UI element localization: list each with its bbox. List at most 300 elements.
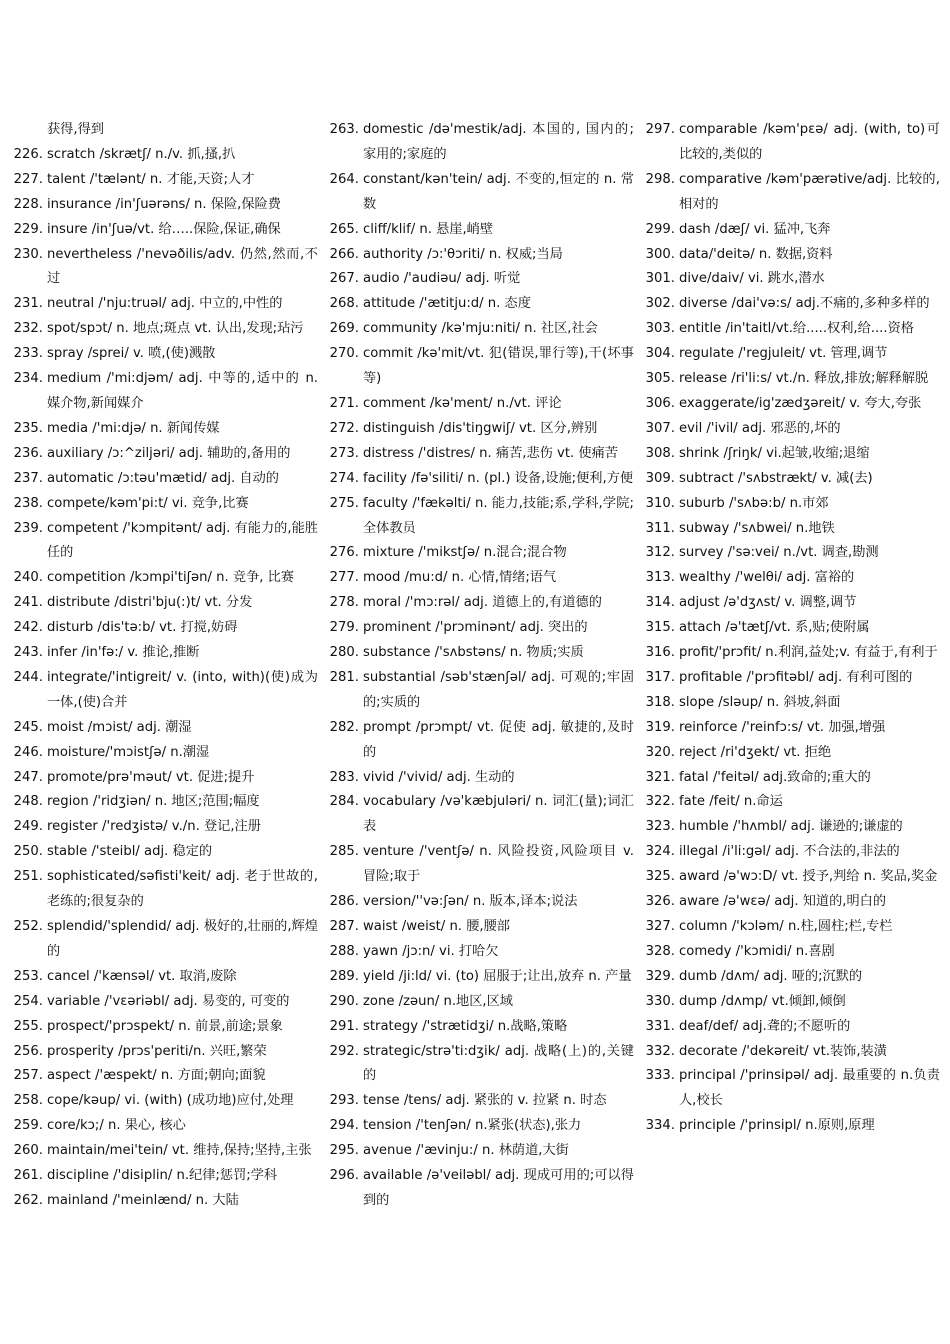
vocab-entry <box>644 1114 940 1139</box>
entry-number: 325. <box>645 869 675 885</box>
entry-text: evil /'ivil/ adj. 邪恶的,坏的 <box>679 420 841 436</box>
vocab-entry <box>12 243 318 293</box>
entry-text: dash /dæʃ/ vi. 猛冲,飞奔 <box>679 221 831 237</box>
entry-number: 275. <box>329 495 359 511</box>
entry-number: 316. <box>645 645 675 661</box>
entry-number: 260. <box>13 1143 43 1159</box>
entry-number: 272. <box>329 420 359 436</box>
entry-text: strategic/strə'ti:dʒik/ adj. 战略(上)的,关键的 <box>363 1043 634 1084</box>
vocab-entry <box>12 1089 318 1114</box>
entry-number: 238. <box>13 495 43 511</box>
entry-text: mixture /'mikstʃə/ n.混合;混合物 <box>363 545 567 561</box>
vocab-entry <box>12 1164 318 1189</box>
entry-text: splendid/'splendid/ adj. 极好的,壮丽的,辉煌的 <box>47 919 318 959</box>
entry-number: 279. <box>329 620 359 636</box>
entry-text: cope/kəup/ vi. (with) (成功地)应付,处理 <box>47 1093 294 1109</box>
vocab-entry <box>328 591 634 616</box>
entry-number: 269. <box>329 321 359 337</box>
entry-text: spray /sprei/ v. 喷,(使)溅散 <box>47 346 216 362</box>
entry-number: 299. <box>645 221 675 237</box>
vocab-entry <box>644 417 940 442</box>
entry-text: community /kə'mju:niti/ n. 社区,社会 <box>363 321 598 337</box>
entry-text: media /'mi:djə/ n. 新闻传媒 <box>47 420 220 436</box>
vocab-entry <box>328 566 634 591</box>
entry-number: 289. <box>329 968 359 984</box>
entry-number: 236. <box>13 445 43 461</box>
entry-text: distinguish /dis'tiŋgwiʃ/ vt. 区分,辨别 <box>363 420 598 436</box>
entry-number: 306. <box>645 395 675 411</box>
entry-number: 234. <box>13 371 43 387</box>
entry-text: dumb /dʌm/ adj. 哑的;沉默的 <box>679 968 863 984</box>
entry-number: 235. <box>13 420 43 436</box>
vocab-entry <box>12 1139 318 1164</box>
entry-number: 267. <box>329 271 359 287</box>
vocab-entry <box>644 442 940 467</box>
vocab-entry <box>328 541 634 566</box>
entry-number: 266. <box>329 246 359 262</box>
vocab-entry <box>12 1189 318 1214</box>
entry-number: 243. <box>13 645 43 661</box>
vocab-entry <box>328 168 634 218</box>
entry-number: 230. <box>13 246 43 262</box>
entry-text: prominent /'prɔminənt/ adj. 突出的 <box>363 620 588 636</box>
entry-number: 286. <box>329 894 359 910</box>
vocab-entry <box>644 517 940 542</box>
entry-number: 229. <box>13 221 43 237</box>
entry-number: 259. <box>13 1118 43 1134</box>
vocab-entry <box>12 317 318 342</box>
entry-number: 283. <box>329 769 359 785</box>
entry-number: 281. <box>329 669 359 685</box>
entry-text: stable /'steibl/ adj. 稳定的 <box>47 844 213 860</box>
entry-number: 232. <box>13 321 43 337</box>
vocab-entry <box>328 666 634 716</box>
vocab-entry <box>12 566 318 591</box>
vocab-entry <box>328 1164 634 1214</box>
entry-text: humble /'hʌmbl/ adj. 谦逊的;谦虚的 <box>679 819 903 835</box>
vocab-entry <box>644 840 940 865</box>
entry-number: 251. <box>13 869 43 885</box>
entry-text: tense /tens/ adj. 紧张的 v. 拉紧 n. 时态 <box>363 1093 607 1109</box>
vocab-entry <box>328 616 634 641</box>
entry-text: insurance /in'ʃuərəns/ n. 保险,保险费 <box>47 196 281 212</box>
vocab-entry <box>12 1114 318 1139</box>
vocab-entry <box>328 492 634 542</box>
vocab-entry <box>12 741 318 766</box>
vocab-entry <box>12 118 318 143</box>
vocab-entry <box>328 118 634 168</box>
entry-number: 314. <box>645 595 675 611</box>
vocab-entry <box>644 766 940 791</box>
entry-number: 303. <box>645 321 675 337</box>
entry-text: illegal /i'li:gəl/ adj. 不合法的,非法的 <box>679 844 900 860</box>
entry-text: regulate /'regjuleit/ vt. 管理,调节 <box>679 346 888 362</box>
vocab-entry <box>644 317 940 342</box>
vocab-entry <box>12 143 318 168</box>
vocab-entry <box>12 716 318 741</box>
vocab-entry <box>644 741 940 766</box>
vocab-entry <box>328 915 634 940</box>
entry-number: 327. <box>645 919 675 934</box>
vocab-entry <box>12 965 318 990</box>
entry-text: slope /sləup/ n. 斜坡,斜面 <box>679 694 841 710</box>
vocab-entry <box>328 990 634 1015</box>
entry-text: competent /'kɔmpitənt/ adj. 有能力的,能胜任的 <box>47 520 318 561</box>
entry-text: constant/kən'tein/ adj. 不变的,恒定的 n. 常数 <box>363 171 634 212</box>
entry-text: comparative /kəm'pærətive/adj. 比较的,相对的 <box>679 171 940 212</box>
vocab-entry <box>644 716 940 741</box>
entry-text: mood /mu:d/ n. 心情,情绪;语气 <box>363 570 557 586</box>
vocab-entry <box>644 865 940 890</box>
vocab-entry <box>328 1040 634 1090</box>
vocab-entry <box>644 267 940 292</box>
vocab-entry <box>328 1139 634 1164</box>
vocab-entry <box>328 716 634 766</box>
entry-text: yawn /jɔ:n/ vi. 打哈欠 <box>363 943 499 959</box>
entry-text: commit /kə'mit/vt. 犯(错误,罪行等),干(坏事等) <box>363 346 634 387</box>
vocab-entry <box>12 417 318 442</box>
vocab-entry <box>328 766 634 791</box>
entry-number: 326. <box>645 894 675 910</box>
entry-number: 301. <box>645 271 675 287</box>
entry-text: disturb /dis'tə:b/ vt. 打搅,妨碍 <box>47 620 238 636</box>
entry-text: cancel /'kænsəl/ vt. 取消,废除 <box>47 968 237 984</box>
entry-text: sophisticated/səfisti'keit/ adj. 老于世故的,老练的;很复杂的 <box>47 869 318 910</box>
entry-text: integrate/'intigreit/ v. (into, with)(使)成为一体,(使)合并 <box>47 669 318 710</box>
vocab-entry <box>328 840 634 890</box>
entry-number: 285. <box>329 844 359 860</box>
entry-number: 231. <box>13 296 43 312</box>
vocab-entry <box>12 442 318 467</box>
vocab-entry <box>644 566 940 591</box>
vocab-entry <box>644 890 940 915</box>
entry-number: 278. <box>329 595 359 611</box>
entry-text: strategy /'strætidʒi/ n.战略,策略 <box>363 1018 568 1034</box>
entry-number: 328. <box>645 943 675 959</box>
vocab-entry <box>12 467 318 492</box>
entry-number: 304. <box>645 346 675 362</box>
entry-text: automatic /ɔ:təu'mætid/ adj. 自动的 <box>47 470 279 486</box>
entry-text: attitude /'ætitju:d/ n. 态度 <box>363 296 531 312</box>
vocab-entry <box>644 641 940 666</box>
entry-text: neutral /'nju:truəl/ adj. 中立的,中性的 <box>47 296 283 312</box>
vocab-entry <box>644 1015 940 1040</box>
entry-number: 253. <box>13 968 43 984</box>
entry-text: profit/'prɔfit/ n.利润,益处;v. 有益于,有利于 <box>679 645 938 661</box>
entry-number: 322. <box>645 794 675 810</box>
entry-text: domestic /də'mestik/adj. 本国的, 国内的;家用的;家庭的 <box>363 122 634 162</box>
vocab-entry <box>12 517 318 567</box>
entry-number: 292. <box>329 1043 359 1059</box>
vocab-entry <box>12 367 318 417</box>
vocab-entry <box>644 367 940 392</box>
entry-text: substantial /səb'stænʃəl/ adj. 可观的;牢固的;实质的 <box>363 669 634 710</box>
entry-text: tension /'tenʃən/ n.紧张(状态),张力 <box>363 1118 582 1134</box>
entry-text: shrink /ʃriŋk/ vi.起皱,收缩;退缩 <box>679 445 870 461</box>
entry-text: deaf/def/ adj.聋的;不愿听的 <box>679 1018 851 1034</box>
entry-text: substance /'sʌbstəns/ n. 物质;实质 <box>363 645 584 661</box>
vocab-entry <box>644 790 940 815</box>
entry-text: prospect/'prɔspekt/ n. 前景,前途;景象 <box>47 1018 283 1034</box>
entry-text: region /'ridʒiən/ n. 地区;范围;幅度 <box>47 794 260 810</box>
entry-number: 291. <box>329 1018 359 1034</box>
entry-text: diverse /dai'və:s/ adj.不痛的,多种多样的 <box>679 296 930 312</box>
entry-text: exaggerate/ig'zædʒəreit/ v. 夸大,夸张 <box>679 395 922 411</box>
vocab-entry <box>328 292 634 317</box>
vocabulary-page <box>0 118 950 1218</box>
vocab-entry <box>12 815 318 840</box>
entry-number: 321. <box>645 769 675 785</box>
vocab-entry <box>328 1015 634 1040</box>
vocab-entry <box>12 1015 318 1040</box>
entry-text: distress /'distres/ n. 痛苦,悲伤 vt. 使痛苦 <box>363 445 618 461</box>
entry-text: decorate /'dekəreit/ vt.装饰,装潢 <box>679 1043 887 1059</box>
entry-number: 331. <box>645 1018 675 1034</box>
entry-number: 257. <box>13 1068 43 1084</box>
entry-text: moist /mɔist/ adj. 潮湿 <box>47 719 192 735</box>
vocab-entry <box>12 865 318 915</box>
entry-text: prompt /prɔmpt/ vt. 促使 adj. 敏捷的,及时的 <box>363 719 634 760</box>
entry-text: moisture/'mɔistʃə/ n.潮湿 <box>47 744 210 760</box>
vocab-entry <box>644 815 940 840</box>
entry-text: scratch /skrætʃ/ n./v. 抓,搔,扒 <box>47 146 236 162</box>
vocab-entry <box>12 492 318 517</box>
entry-text: data/'deitə/ n. 数据,资料 <box>679 246 833 262</box>
vocab-entry <box>644 1064 940 1114</box>
entry-number: 295. <box>329 1143 359 1159</box>
entry-number: 333. <box>645 1068 675 1084</box>
entry-number: 313. <box>645 570 675 586</box>
entry-text: cliff/klif/ n. 悬崖,峭壁 <box>363 221 494 237</box>
entry-number: 293. <box>329 1093 359 1109</box>
entry-number: 276. <box>329 545 359 561</box>
entry-number: 288. <box>329 943 359 959</box>
entry-text: entitle /in'taitl/vt.给.....权利,给....资格 <box>679 321 914 337</box>
vocab-entry <box>644 392 940 417</box>
entry-text: comment /kə'ment/ n./vt. 评论 <box>363 395 562 411</box>
entry-number: 309. <box>645 470 675 486</box>
entry-text: wealthy /'welθi/ adj. 富裕的 <box>679 570 855 586</box>
entry-text: facility /fə'siliti/ n. (pl.) 设备,设施;便利,方便 <box>363 470 634 486</box>
vocab-column-1 <box>12 118 318 1214</box>
vocab-entry <box>644 990 940 1015</box>
entry-number: 320. <box>645 744 675 760</box>
entry-text: register /'redʒistə/ v./n. 登记,注册 <box>47 819 261 835</box>
entry-number: 280. <box>329 645 359 661</box>
entry-text: core/kɔ;/ n. 果心, 核心 <box>47 1118 186 1134</box>
entry-number: 296. <box>329 1168 359 1184</box>
entry-text: comparable /kəm'pɛə/ adj. (with, to)可比较的,类似的 <box>679 122 940 162</box>
entry-number: 262. <box>13 1192 43 1208</box>
vocab-entry <box>12 1064 318 1089</box>
vocab-entry <box>644 118 940 168</box>
entry-number: 263. <box>329 122 359 137</box>
vocab-entry <box>328 1114 634 1139</box>
entry-text: profitable /'prɔfitəbl/ adj. 有利可图的 <box>679 669 913 685</box>
entry-text: dump /dʌmp/ vt.倾卸,倾倒 <box>679 993 846 1009</box>
entry-number: 270. <box>329 346 359 362</box>
vocab-entry <box>12 790 318 815</box>
vocab-entry <box>328 218 634 243</box>
entry-text: insure /in'ʃuə/vt. 给…..保险,保证,确保 <box>47 221 281 237</box>
vocab-entry <box>328 392 634 417</box>
vocab-entry <box>644 1040 940 1065</box>
vocab-entry <box>12 218 318 243</box>
entry-text: fate /feit/ n.命运 <box>679 794 783 810</box>
entry-text: audio /'audiəu/ adj. 听觉 <box>363 271 521 287</box>
entry-number: 239. <box>13 520 43 536</box>
entry-text: principle /'prinsipl/ n.原则,原理 <box>679 1118 875 1134</box>
vocab-entry <box>644 243 940 268</box>
entry-text: distribute /distri'bju(:)t/ vt. 分发 <box>47 595 253 611</box>
entry-number: 324. <box>645 844 675 860</box>
entry-number: 264. <box>329 171 359 187</box>
vocab-entry <box>12 915 318 965</box>
entry-number: 312. <box>645 545 675 561</box>
entry-number: 287. <box>329 919 359 934</box>
entry-number: 329. <box>645 968 675 984</box>
entry-text: comedy /'kɔmidi/ n.喜剧 <box>679 943 835 959</box>
entry-number: 244. <box>13 669 43 685</box>
entry-number: 317. <box>645 669 675 685</box>
entry-number: 298. <box>645 171 675 187</box>
vocab-entry <box>644 915 940 940</box>
entry-text: yield /ji:ld/ vi. (to) 屈服于;让出,放弃 n. 产量 <box>363 968 632 984</box>
vocab-entry <box>12 193 318 218</box>
entry-text: prosperity /prɔs'periti/n. 兴旺,繁荣 <box>47 1043 267 1059</box>
vocab-entry <box>12 766 318 791</box>
entry-number: 273. <box>329 445 359 461</box>
entry-text: compete/kəm'pi:t/ vi. 竞争,比赛 <box>47 495 249 511</box>
entry-number: 330. <box>645 993 675 1009</box>
vocab-entry <box>644 492 940 517</box>
entry-number: 323. <box>645 819 675 835</box>
vocab-entry <box>12 641 318 666</box>
entry-text: adjust /ə'dʒʌst/ v. 调整,调节 <box>679 595 857 611</box>
entry-number: 277. <box>329 570 359 586</box>
entry-number: 268. <box>329 296 359 312</box>
vocab-column-2 <box>328 118 634 1214</box>
vocab-entry <box>12 342 318 367</box>
entry-number: 249. <box>13 819 43 835</box>
entry-number: 334. <box>645 1118 675 1134</box>
entry-number: 245. <box>13 719 43 735</box>
vocab-column-3 <box>644 118 940 1139</box>
vocab-entry <box>328 467 634 492</box>
entry-number: 282. <box>329 719 359 735</box>
vocab-entry <box>12 616 318 641</box>
entry-number: 271. <box>329 395 359 411</box>
vocab-entry <box>12 1040 318 1065</box>
entry-number: 274. <box>329 470 359 486</box>
entry-number: 246. <box>13 744 43 760</box>
vocab-entry <box>328 442 634 467</box>
entry-text: fatal /'feitəl/ adj.致命的;重大的 <box>679 769 871 785</box>
entry-text: venture /'ventʃə/ n. 风险投资,风险项目 v. 冒险;取于 <box>363 844 634 885</box>
entry-number: 228. <box>13 196 43 212</box>
vocab-entry <box>644 940 940 965</box>
vocab-entry <box>644 541 940 566</box>
entry-text: infer /in'fə:/ v. 推论,推断 <box>47 645 200 661</box>
entry-number: 241. <box>13 595 43 611</box>
entry-number: 258. <box>13 1093 43 1109</box>
vocab-entry <box>12 292 318 317</box>
entry-text: award /ə'wɔ:D/ vt. 授予,判给 n. 奖品,奖金 <box>679 869 938 885</box>
entry-number: 315. <box>645 620 675 636</box>
vocab-entry <box>644 616 940 641</box>
entry-number: 305. <box>645 371 675 387</box>
entry-text: suburb /'sʌbə:b/ n.市郊 <box>679 495 829 511</box>
entry-text: subtract /'sʌbstrækt/ v. 减(去) <box>679 470 873 486</box>
entry-number: 332. <box>645 1043 675 1059</box>
entry-number: 265. <box>329 221 359 237</box>
entry-text: subway /'sʌbwei/ n.地铁 <box>679 520 835 536</box>
entry-text: attach /ə'tætʃ/vt. 系,贴;使附属 <box>679 620 870 636</box>
entry-text: aspect /'æspekt/ n. 方面;朝向;面貌 <box>47 1068 266 1084</box>
entry-number: 256. <box>13 1043 43 1059</box>
entry-number: 254. <box>13 993 43 1009</box>
entry-text: aware /ə'wɛə/ adj. 知道的,明白的 <box>679 894 887 910</box>
entry-number: 248. <box>13 794 43 810</box>
entry-number: 261. <box>13 1168 43 1184</box>
entry-text: reject /ri'dʒekt/ vt. 拒绝 <box>679 744 832 760</box>
entry-number: 318. <box>645 694 675 710</box>
vocab-entry <box>328 890 634 915</box>
entry-number: 284. <box>329 794 359 810</box>
entry-number: 255. <box>13 1018 43 1034</box>
entry-text: promote/prə'məut/ vt. 促进;提升 <box>47 769 255 785</box>
entry-text: release /ri'li:s/ vt./n. 释放,排放;解释解脱 <box>679 371 929 387</box>
entry-text: authority /ɔ:'θɔriti/ n. 权威;当局 <box>363 246 563 262</box>
entry-number: 290. <box>329 993 359 1009</box>
entry-text: column /'kɔləm/ n.柱,圆柱;栏,专栏 <box>679 919 893 934</box>
entry-text: spot/spɔt/ n. 地点;斑点 vt. 认出,发现;玷污 <box>47 321 304 337</box>
entry-number: 311. <box>645 520 675 536</box>
entry-text: zone /zəun/ n.地区,区域 <box>363 993 513 1009</box>
vocab-entry <box>644 467 940 492</box>
entry-text: available /ə'veiləbl/ adj. 现成可用的;可以得到的 <box>363 1168 634 1208</box>
entry-number: 247. <box>13 769 43 785</box>
entry-number: 308. <box>645 445 675 461</box>
entry-text: faculty /'fækəlti/ n. 能力,技能;系,学科,学院;全体教员 <box>363 495 634 536</box>
vocab-entry <box>328 267 634 292</box>
vocab-entry <box>644 591 940 616</box>
entry-text: moral /'mɔ:rəl/ adj. 道德上的,有道德的 <box>363 595 602 611</box>
vocab-entry <box>328 641 634 666</box>
entry-number: 307. <box>645 420 675 436</box>
vocab-entry <box>644 691 940 716</box>
entry-number: 310. <box>645 495 675 511</box>
entry-number: 302. <box>645 296 675 312</box>
entry-text: waist /weist/ n. 腰,腰部 <box>363 919 510 934</box>
entry-text: medium /'mi:djəm/ adj. 中等的,适中的 n. 媒介物,新闻媒介 <box>47 371 318 411</box>
entry-text: auxiliary /ɔ:^ziljəri/ adj. 辅助的,备用的 <box>47 445 291 461</box>
entry-text: reinforce /'reinfɔ:s/ vt. 加强,增强 <box>679 719 886 735</box>
entry-text: mainland /'meinlænd/ n. 大陆 <box>47 1192 239 1208</box>
vocab-entry <box>12 840 318 865</box>
entry-text: version/''və:ʃən/ n. 版本,译本;说法 <box>363 894 578 910</box>
entry-text: vivid /'vivid/ adj. 生动的 <box>363 769 515 785</box>
entry-number: 237. <box>13 470 43 486</box>
entry-number <box>12 118 47 143</box>
entry-number: 242. <box>13 620 43 636</box>
vocab-entry <box>644 342 940 367</box>
entry-number: 294. <box>329 1118 359 1134</box>
vocab-entry <box>12 591 318 616</box>
vocab-entry <box>644 965 940 990</box>
entry-number: 300. <box>645 246 675 262</box>
vocab-entry <box>328 1089 634 1114</box>
